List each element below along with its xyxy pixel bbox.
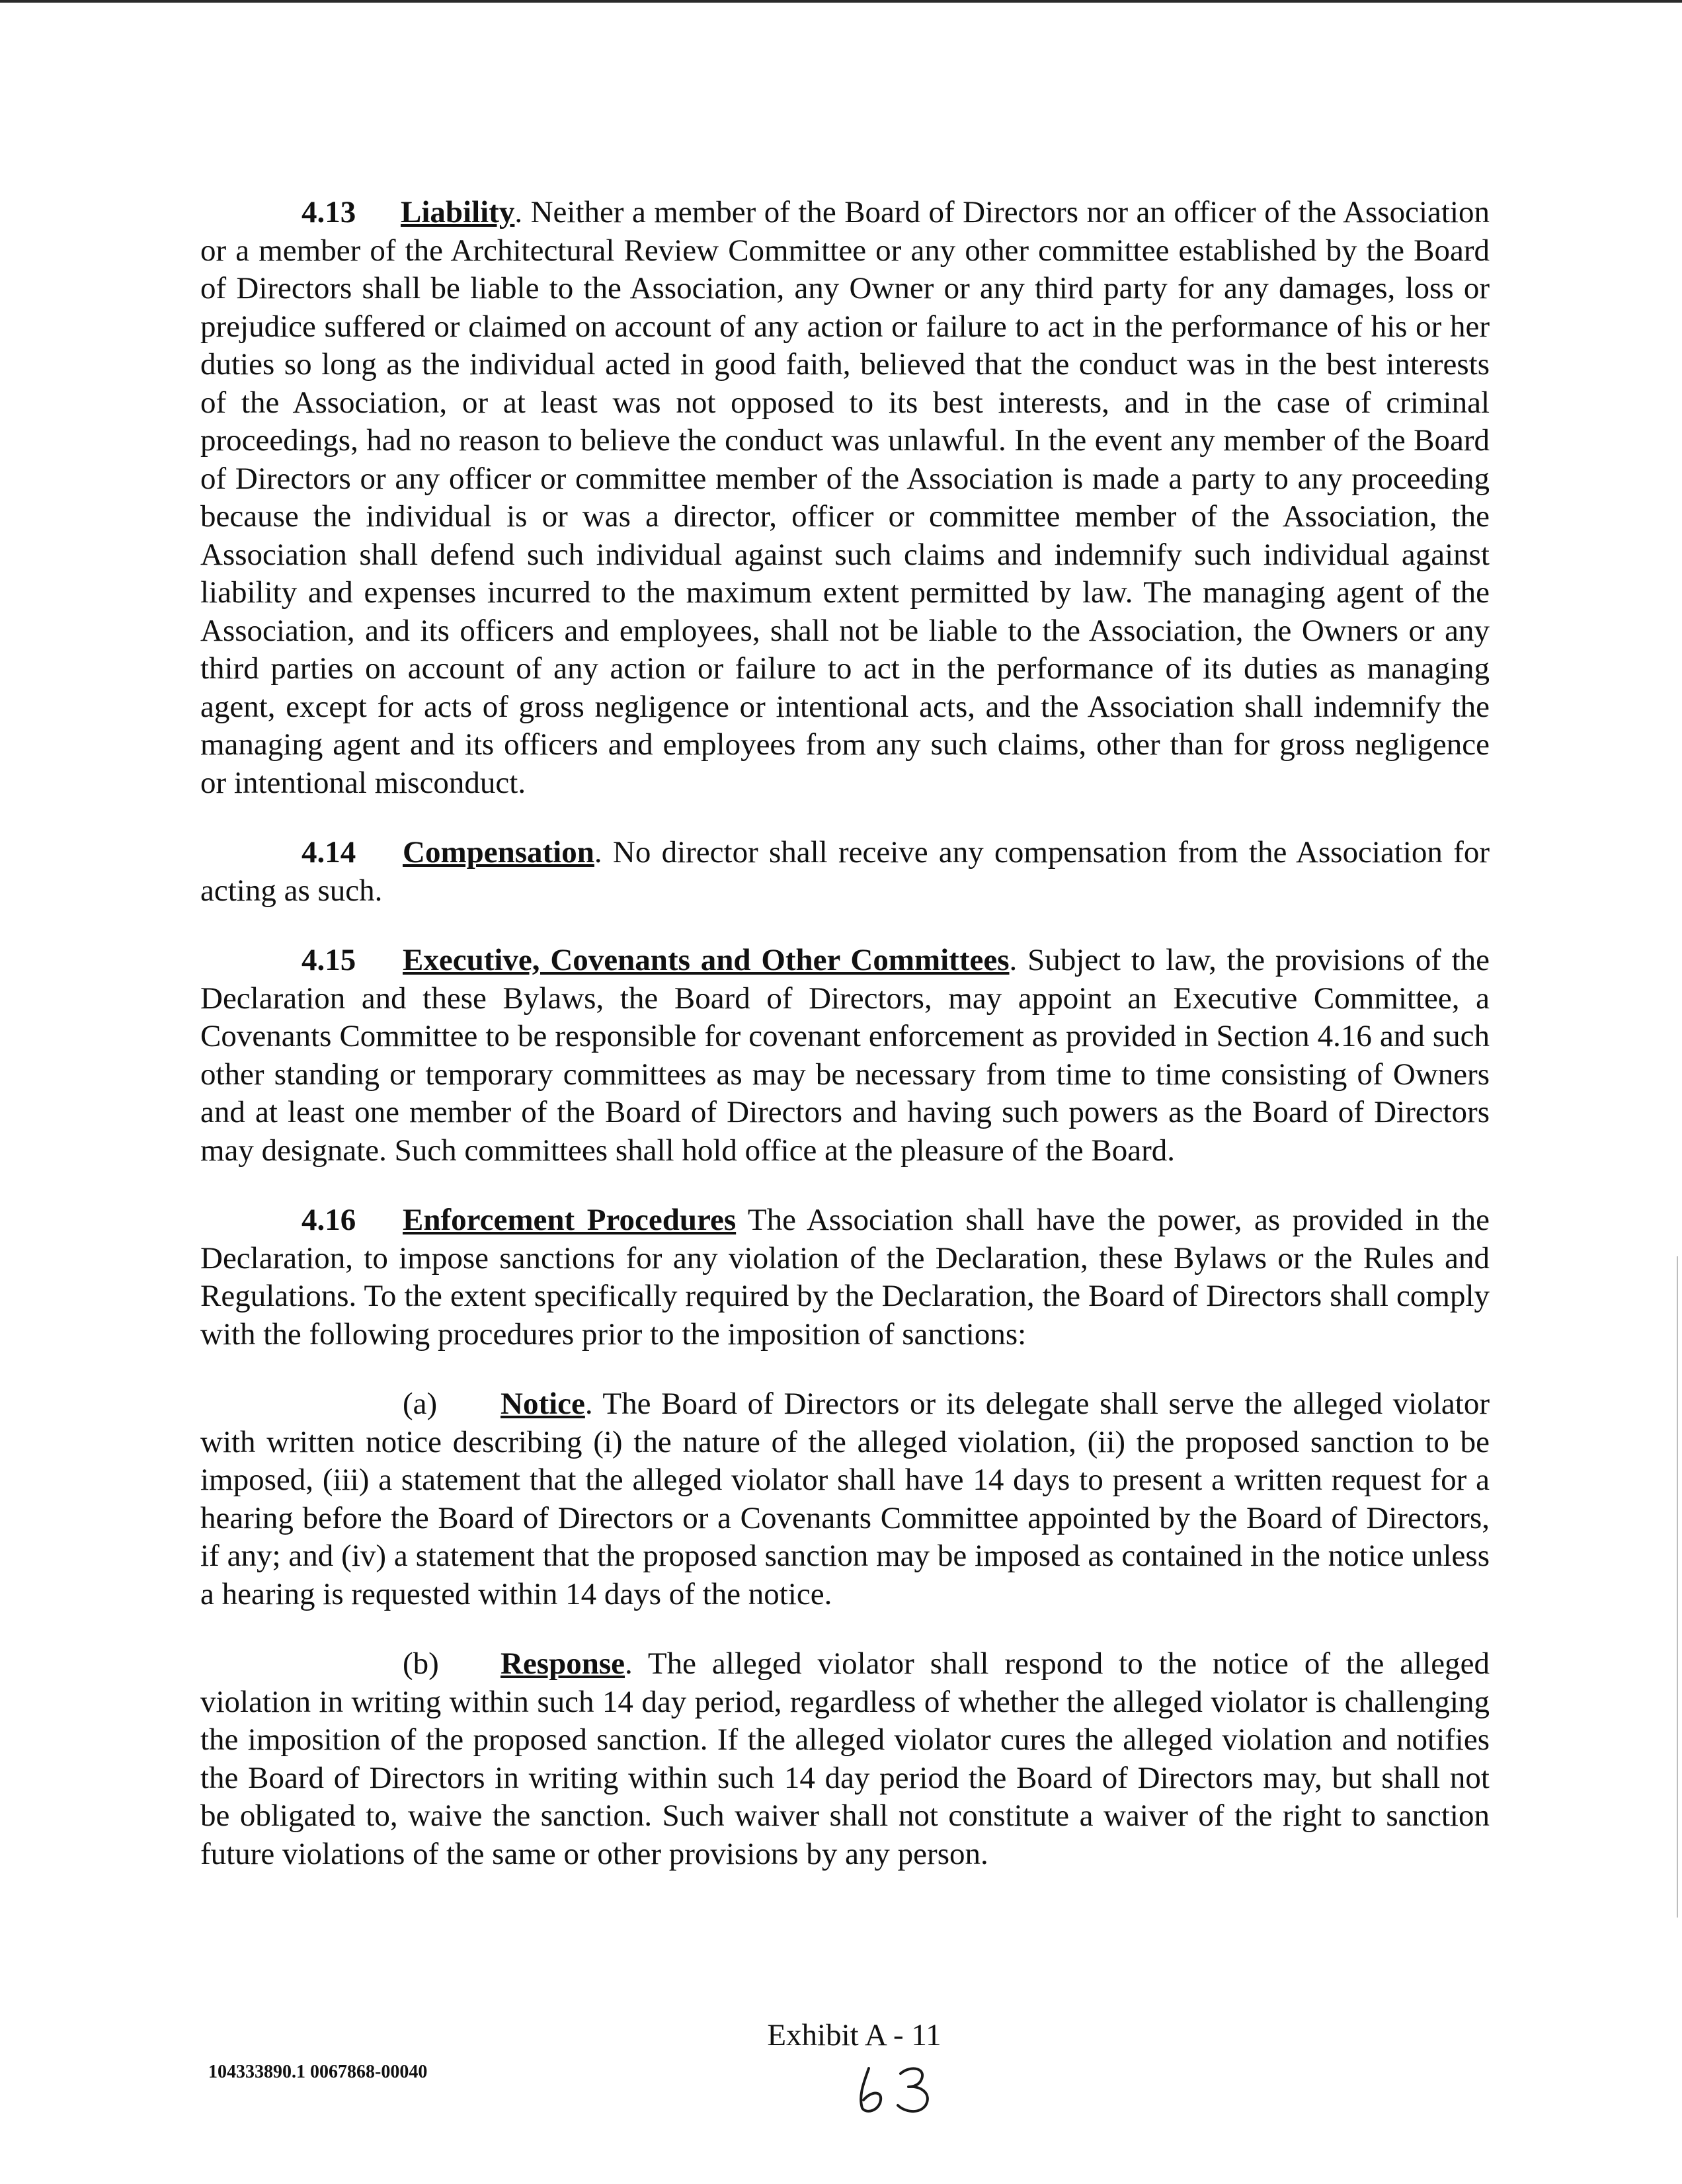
subsection-heading: Response bbox=[501, 1646, 625, 1681]
section-number: 4.13 bbox=[301, 195, 356, 229]
section-heading: Compensation bbox=[403, 835, 594, 870]
subsection-heading: Notice bbox=[501, 1387, 585, 1421]
section-heading-punct: . bbox=[514, 195, 523, 229]
section-4-13 bbox=[200, 194, 1490, 802]
section-number: 4.16 bbox=[301, 1203, 356, 1237]
section-body: The Association shall have the power, as provided in the Declaration, to impose sanctions for any violation of the Declaration, these Bylaws or the Rules and Regulations. To the extent specifically required by the Declaration, the Board of Directors shall comply with the following procedures prior to the imposition of sanctions: bbox=[200, 1203, 1490, 1352]
section-number: 4.15 bbox=[301, 943, 356, 977]
section-heading-punct: . bbox=[1009, 943, 1018, 977]
subsection-heading-punct: . bbox=[625, 1646, 633, 1681]
subsection-b-response bbox=[200, 1645, 1490, 1873]
section-4-15 bbox=[200, 942, 1490, 1170]
section-body: Subject to law, the provisions of the Declaration and these Bylaws, the Board of Directors, may appoint an Executive Committee, a Covenants Committee to be responsible for covenant enforcement as provided in Section 4.16 and such other standing or temporary committees as may be necessary from time to time consisting of Owners and at least one member of the Board of Directors and having such powers as the Board of Directors may designate. Such committees shall hold office at the pleasure of the Board. bbox=[200, 943, 1490, 1168]
section-heading-punct: . bbox=[594, 835, 602, 870]
section-number: 4.14 bbox=[301, 835, 356, 870]
section-heading: Enforcement Procedures bbox=[403, 1203, 737, 1237]
subsection-a-notice bbox=[200, 1385, 1490, 1613]
footer-exhibit-label: Exhibit A - 11 bbox=[767, 2018, 941, 2052]
subsection-body: The alleged violator shall respond to the notice of the alleged violation in writing within such 14 day period, regardless of whether the alleged violator is challenging the imposition of the proposed sanction. If the alleged violator cures the alleged violation and notifies the Board of Directors in writing within such 14 day period the Board of Directors may, but shall not be obligated to, waive the sanction. Such waiver shall not constitute a waiver of the right to sanction future violations of the same or other provisions by any person. bbox=[200, 1646, 1490, 1871]
section-4-14 bbox=[200, 834, 1490, 910]
subsection-label: (b) bbox=[403, 1646, 439, 1681]
section-body: Neither a member of the Board of Directors nor an officer of the Association or a member of the Architectural Review Committee or any other committee established by the Board of Directors shall be liable to the Association, any Owner or any third party for any damages, loss or prejudice suffered or claimed on account of any action or failure to act in the performance of his or her duties so long as the individual acted in good faith, believed that the conduct was in the best interests of the Association, or at least was not opposed to its best interests, and in the case of criminal proceedings, had no reason to believe the conduct was unlawful. In the event any member of the Board of Directors or any officer or committee member of the Association is made a party to any proceeding because the individual is or was a director, officer or committee member of the Association, the Association shall defend such individual against such claims and indemnify such individual against liability and expenses incurred to the maximum extent permitted by law. The managing agent of the Association, and its officers and employees, shall not be liable to the Association, the Owners or any third parties on account of any action or failure to act in the performance of its duties as managing agent, except for acts of gross negligence or intentional acts, and the Association shall indemnify the managing agent and its officers and employees from any such claims, other than for gross negligence or intentional misconduct. bbox=[200, 195, 1490, 800]
footer-document-number: 104333890.1 0067868-00040 bbox=[208, 2062, 428, 2082]
section-heading: Liability bbox=[401, 195, 515, 229]
subsection-label: (a) bbox=[403, 1387, 438, 1421]
handwritten-page-number bbox=[854, 2056, 947, 2116]
top-scan-edge bbox=[0, 0, 1682, 3]
section-4-16 bbox=[200, 1201, 1490, 1354]
subsection-heading-punct: . bbox=[584, 1387, 593, 1421]
document-page bbox=[200, 194, 1490, 1905]
right-scan-edge bbox=[1677, 1256, 1678, 1918]
section-body: No director shall receive any compensation from the Association for acting as such. bbox=[200, 835, 1490, 908]
subsection-body: The Board of Directors or its delegate shall serve the alleged violator with written notice describing (i) the nature of the alleged violation, (ii) the proposed sanction to be imposed, (iii) a statement that the alleged violator shall have 14 days to present a written request for a hearing before the Board of Directors or a Covenants Committee appointed by the Board of Directors, if any; and (iv) a statement that the proposed sanction may be imposed as contained in the notice unless a hearing is requested within 14 days of the notice. bbox=[200, 1387, 1490, 1611]
section-heading: Executive, Covenants and Other Committees bbox=[403, 943, 1010, 977]
